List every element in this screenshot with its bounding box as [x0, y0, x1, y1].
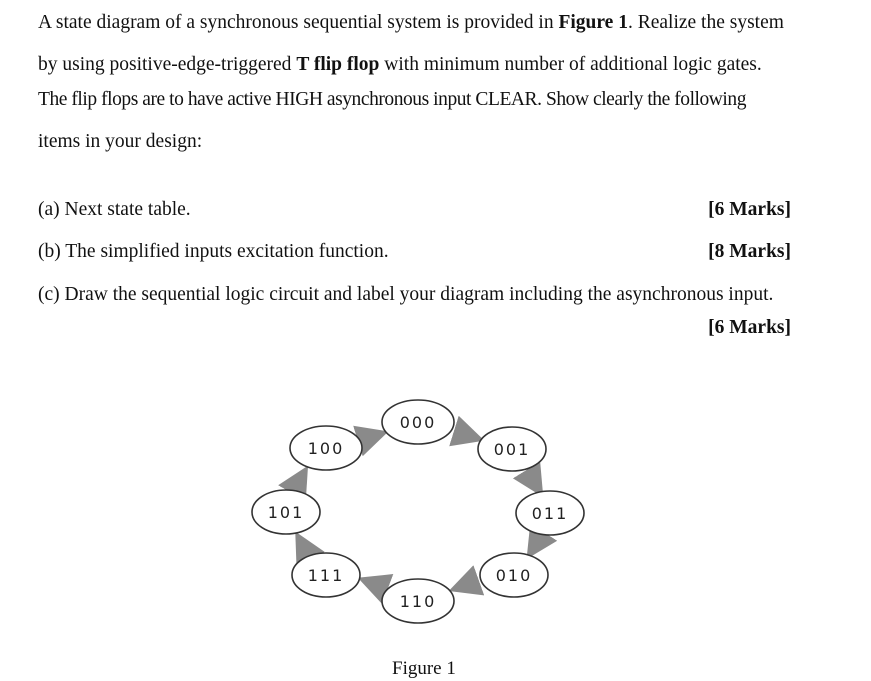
svg-text:010: 010 [495, 566, 533, 585]
question-line-3: The flip flops are to have active HIGH asynchronous input CLEAR. Show clearly the following [38, 89, 747, 110]
arrow-101-to-100 [295, 476, 302, 488]
part-b-marks: [8 Marks] [708, 241, 791, 262]
svg-text:001: 001 [493, 440, 531, 459]
state-110 [382, 579, 454, 623]
arrow-011-to-010 [533, 538, 540, 549]
state-011 [516, 491, 584, 535]
arrow-111-to-101 [301, 542, 307, 553]
state-101 [252, 490, 320, 534]
arrow-000-to-001 [457, 432, 473, 437]
arrow-100-to-000 [361, 435, 377, 440]
state-000 [382, 400, 454, 444]
part-a-text: (a) Next state table. [38, 199, 191, 220]
part-c-text: (c) Draw the sequential logic circuit and label your diagram including the asynchronous input. [38, 284, 774, 305]
state-111 [292, 553, 360, 597]
arrow-010-to-110 [460, 582, 474, 587]
part-b-text: (b) The simplified inputs excitation function. [38, 241, 389, 262]
state-100 [290, 426, 362, 470]
svg-text:110: 110 [399, 592, 437, 611]
figure-caption: Figure 1 [392, 658, 456, 679]
question-line-1: A state diagram of a synchronous sequential system is provided in Figure 1. Realize the system [38, 12, 784, 33]
flip-flop-type: T flip flop [296, 54, 380, 75]
state-010 [480, 553, 548, 597]
svg-text:011: 011 [531, 504, 569, 523]
svg-text:000: 000 [399, 413, 437, 432]
question-line-4: items in your design: [38, 131, 203, 152]
figure-reference: Figure 1 [558, 12, 628, 33]
state-001 [478, 427, 546, 471]
arrow-001-to-011 [529, 474, 537, 487]
question-line-2: by using positive-edge-triggered T flip flop with minimum number of additional logic gates. [38, 54, 762, 75]
part-c-marks: [6 Marks] [708, 317, 791, 338]
arrow-110-to-111 [369, 582, 385, 588]
part-a-marks: [6 Marks] [708, 199, 791, 220]
svg-text:111: 111 [307, 566, 345, 585]
svg-text:101: 101 [267, 503, 305, 522]
svg-text:100: 100 [307, 439, 345, 458]
